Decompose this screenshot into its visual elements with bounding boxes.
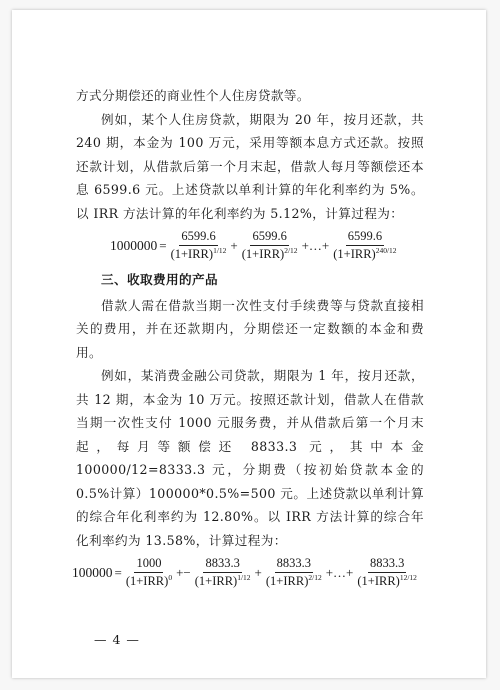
equals-sign: = [114,565,122,580]
numerator: 8833.3 [275,556,313,573]
paragraph-fee-products: 借款人需在借款当期一次性支付手续费等与贷款直接相关的费用，并在还款期内，分期偿还一定数额的本金和费用。 [76,297,424,360]
denominator: $(1+IRR)^{1/12}$ [170,245,227,261]
plus-sign: + [254,565,262,580]
document-body [72,84,424,595]
exponent: 2/12 [284,245,298,255]
paragraph-housing-loan-example: 例如，某个人住房贷款，期限为 20 年，按月还款，共 240 期，本金为 100 万元，采用等额本息方式还款。按照还款计划，从借款后第一个月末起，借款人每月等额偿还本息 6599.6 元。上述贷款以单利计算的年化利率约为 5%。以 IRR 方法计算的年化利率约为 5.12%，计算过程为： [76,111,424,221]
formula-housing-loan-irr [110,229,424,262]
formula-lhs: 1000000 [110,238,158,253]
denominator: $(1+IRR)^{2/12}$ [265,572,322,588]
equals-sign: = [159,238,167,253]
numerator: 6599.6 [250,229,288,246]
plus-sign: + [230,238,238,253]
numerator: 6599.6 [179,229,217,246]
numerator: 8833.3 [368,556,406,573]
exponent: 2/12 [308,572,322,582]
paragraph-continued: 方式分期偿还的商业性个人住房贷款等。 [76,88,310,103]
formula-consumer-loan-irr [72,556,424,589]
fraction-term-3 [266,556,322,589]
denominator: $(1+IRR)^{2/12}$ [241,245,298,261]
denominator: $(1+IRR)^0$ [125,572,173,588]
page-number: — 4 — [94,632,140,647]
section-heading: 三、收取费用的产品 [101,272,218,287]
numerator: 8833.3 [203,556,241,573]
ellipsis-sum: +…+ [301,238,330,253]
exponent: 12/12 [399,572,417,582]
fraction-term-2 [242,229,298,262]
numerator: 1000 [134,556,163,573]
denominator: $(1+IRR)^{240/12}$ [333,245,397,261]
document-page [12,10,486,678]
fraction-term-1 [126,556,172,589]
ellipsis-sum: +…+ [325,565,354,580]
fraction-term-2 [195,556,251,589]
exponent: 1/12 [237,572,251,582]
exponent: 0 [168,572,173,582]
fraction-term-3 [333,229,396,262]
paragraph-consumer-loan-example: 例如，某消费金融公司贷款，期限为 1 年，按月还款，共 12 期，本金为 10 万元。按照还款计划，借款人在借款当期一次性支付 1000 元服务费，并从借款后第一个月末起，每月等额偿还 8833.3 元，其中本金 100000/12=8333.3 元，分期费（按初始贷款本金的 0.5%计算）100000*0.5%=500 元。上述贷款以单利计算的综合年化利率约为 12.80%。以 IRR 方法计算的综合年化利率约为 13.58%，计算过程为： [76,368,424,548]
plus-minus-sign: +− [176,565,191,580]
fraction-term-4 [357,556,417,589]
denominator: $(1+IRR)^{1/12}$ [194,572,251,588]
exponent: 240/12 [375,245,397,255]
formula-lhs: 100000 [72,565,113,580]
fraction-term-1 [171,229,227,262]
exponent: 1/12 [213,245,227,255]
denominator: $(1+IRR)^{12/12}$ [357,572,417,588]
numerator: 6599.6 [346,229,384,246]
